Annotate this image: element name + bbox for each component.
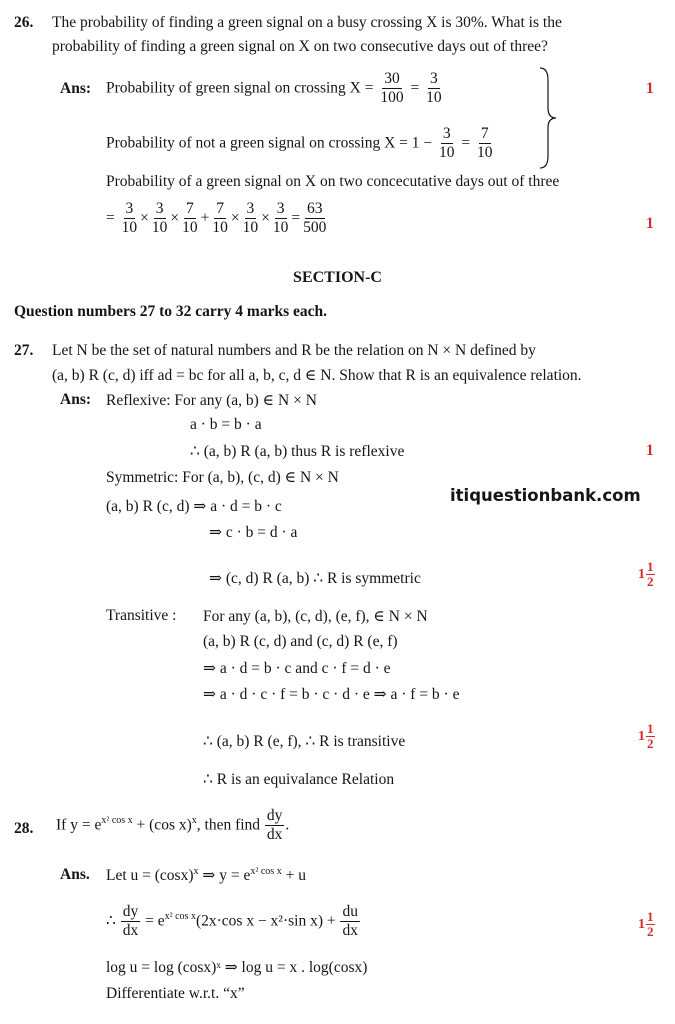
reflexive-heading: Reflexive: For any (a, b) ∈ N × N [106, 392, 317, 409]
marks: 1 [646, 442, 654, 459]
section-instruction: Question numbers 27 to 32 carry 4 marks each. [14, 303, 327, 320]
question-number: 28. [14, 820, 34, 837]
transitive-heading: For any (a, b), (c, d), (e, f), ∈ N × N [203, 608, 428, 625]
fraction: $\frac{3}{10}$ [439, 125, 455, 162]
exponent: x² cos x [101, 815, 133, 827]
question-number: 27. [14, 342, 34, 359]
equation: (a, b) R (c, d) ⇒ a · d = b · c [106, 498, 282, 515]
equation: a · b = b · a [190, 416, 262, 433]
answer-line [106, 71, 445, 107]
operator: × [170, 209, 180, 227]
exponent: x² cos x [164, 911, 196, 923]
equation: ⇒ c · b = d · a [209, 524, 298, 541]
fraction: $\frac{7}{10}$ [212, 200, 228, 237]
marks: 1 [646, 80, 654, 97]
equation: log u = log (cosx)ˣ ⇒ log u = x . log(cosx) [106, 959, 368, 976]
equation: ∴ (a, b) R (a, b) thus R is reflexive [190, 443, 405, 460]
period: . [285, 816, 290, 834]
equals-sign: = [106, 209, 115, 227]
expression: = e [145, 912, 165, 930]
expression: + u [281, 867, 306, 884]
fraction: $\frac{3}{10}$ [426, 70, 442, 107]
question-text: probability of finding a green signal on X on two consecutive days out of three? [52, 38, 548, 55]
equals-sign: = [410, 79, 420, 97]
question-number: 26. [14, 14, 34, 31]
watermark: itiquestionbank.com [450, 486, 641, 505]
expression: ⇒ y = e [198, 867, 251, 884]
calculation [106, 201, 329, 237]
derivative-line [106, 904, 361, 940]
operator: = [291, 209, 301, 227]
answer-text: Probability of green signal on crossing [106, 79, 346, 97]
fraction: $\frac{du}{dx}$ [342, 903, 358, 940]
expression: , then find [196, 816, 261, 834]
answer-line [106, 126, 496, 162]
operator: × [261, 209, 270, 227]
conclusion: ∴ R is an equivalance Relation [203, 771, 395, 788]
equation: X = 1 − [384, 134, 433, 152]
marks: 1 [646, 215, 654, 232]
fraction: $\frac{7}{10}$ [182, 200, 198, 237]
fraction: $\frac{3}{10}$ [272, 200, 289, 237]
answer-label: Ans. [60, 866, 90, 883]
marks: 1 1 2 [638, 909, 654, 940]
marks: 1 1 2 [638, 721, 654, 752]
exponent: x [193, 865, 199, 877]
transitive-label: Transitive : [106, 607, 177, 624]
operator: + [200, 209, 210, 227]
expression: + (cos x) [132, 816, 192, 834]
equation: ⇒ a · d = b · c and c · f = d · e [203, 660, 391, 677]
fraction: $\frac{3}{10}$ [121, 200, 138, 237]
expression: If y = e [56, 816, 102, 834]
answer-label: Ans: [60, 80, 92, 97]
equation: ∴ (a, b) R (e, f), ∴ R is transitive [203, 733, 406, 750]
fraction: $\frac{dy}{dx}$ [266, 807, 283, 844]
instruction-text: Differentiate w.r.t. “x” [106, 985, 245, 1002]
equation: ⇒ (c, d) R (a, b) ∴ R is symmetric [209, 570, 421, 587]
equation: ⇒ a · d · c · f = b · c · d · e ⇒ a · f = b · e [203, 686, 460, 703]
question-text [56, 808, 289, 844]
marks: 1 1 2 [638, 559, 654, 590]
fraction: $\frac{dy}{dx}$ [122, 903, 139, 940]
answer-line [106, 866, 306, 885]
symmetric-heading: Symmetric: For (a, b), (c, d) ∈ N × N [106, 469, 339, 486]
question-text: Let N be the set of natural numbers and R be the relation on N × N defined by [52, 342, 536, 359]
equation: X = [349, 79, 374, 97]
result-fraction: $\frac{63}{500}$ [303, 200, 327, 237]
answer-label: Ans: [60, 391, 92, 408]
fraction: $\frac{7}{10}$ [477, 125, 493, 162]
equation: (a, b) R (c, d) and (c, d) R (e, f) [203, 633, 398, 650]
exponent: x [191, 815, 197, 827]
fraction: $\frac{30}{100}$ [380, 70, 404, 107]
answer-text: Probability of not a green signal on crossing [106, 134, 381, 152]
expression: (2x·cos x − x²·sin x) + [195, 912, 336, 930]
section-title: SECTION-C [293, 269, 382, 286]
exponent: x² cos x [250, 865, 282, 877]
brace-icon [536, 66, 560, 170]
therefore-symbol: ∴ [106, 912, 116, 930]
fraction: $\frac{3}{10}$ [151, 200, 168, 237]
fraction: $\frac{3}{10}$ [242, 200, 259, 237]
operator: × [140, 209, 149, 227]
operator: × [230, 209, 240, 227]
expression: Let u = (cosx) [106, 867, 194, 884]
question-text: The probability of finding a green signal on a busy crossing X is 30%. What is the [52, 14, 562, 31]
question-text: (a, b) R (c, d) iff ad = bc for all a, b, c, d ∈ N. Show that R is an equivalence relation. [52, 367, 582, 384]
answer-text: Probability of a green signal on X on two concecutative days out of three [106, 173, 560, 190]
equals-sign: = [461, 134, 471, 152]
